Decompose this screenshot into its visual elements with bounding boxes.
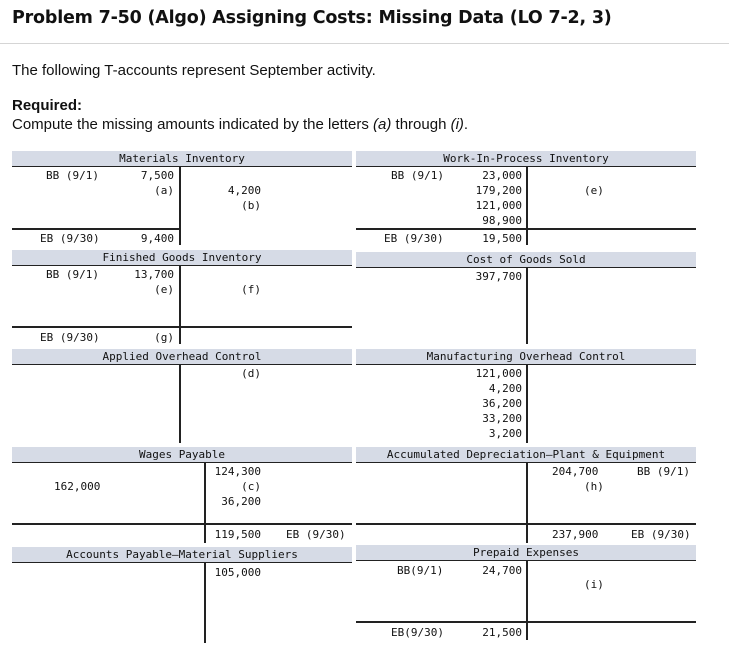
missing-h: (h) (584, 480, 604, 493)
debit-amount: 98,900 (482, 214, 522, 227)
t-account-accounts-payable (12, 547, 352, 643)
debit-amount: 33,200 (482, 412, 522, 425)
debit-amount: 179,200 (475, 184, 522, 197)
missing-g: (g) (154, 331, 174, 344)
problem-title: Problem 7-50 (Algo) Assigning Costs: Missing Data (LO 7-2, 3) (12, 8, 612, 28)
t-account-work-in-process (356, 151, 696, 245)
eb-label: EB (9/30) (631, 528, 691, 541)
missing-f: (f) (241, 283, 261, 296)
required-text: Compute the missing amounts indicated by the letters (a) through (i). (12, 116, 469, 133)
eb-label: EB (9/30) (384, 232, 444, 245)
eb-amount: 21,500 (482, 626, 522, 639)
t-account-applied-overhead (12, 349, 352, 443)
debit-amount: 36,200 (482, 397, 522, 410)
account-title: Work-In-Process Inventory (356, 151, 696, 167)
account-title: Wages Payable (12, 447, 352, 463)
t-account-finished-goods (12, 250, 352, 344)
t-account-manufacturing-overhead (356, 349, 696, 443)
bb-amount: 204,700 (552, 465, 599, 478)
debit-amount: 121,000 (475, 199, 522, 212)
credit-amount: 36,200 (221, 495, 261, 508)
bb-label: BB(9/1) (397, 564, 444, 577)
intro-text: The following T-accounts represent September activity. (12, 62, 376, 79)
credit-amount: 105,000 (214, 566, 261, 579)
eb-amount: 9,400 (140, 232, 174, 245)
account-title: Applied Overhead Control (12, 349, 352, 365)
missing-i: (i) (584, 578, 604, 591)
eb-amount: 237,900 (552, 528, 599, 541)
missing-e: (e) (584, 184, 604, 197)
missing-d: (d) (241, 367, 261, 380)
credit-amount: 124,300 (214, 465, 261, 478)
credit-amount: 4,200 (227, 184, 261, 197)
bb-label: BB (9/1) (391, 169, 444, 182)
t-account-wages-payable (12, 447, 352, 543)
debit-amount: 162,000 (54, 480, 101, 493)
eb-label: EB (9/30) (286, 528, 346, 541)
missing-a: (a) (154, 184, 174, 197)
bb-label: BB (9/1) (637, 465, 690, 478)
t-account-accumulated-depreciation (356, 447, 696, 543)
debit-amount: 23,000 (482, 169, 522, 182)
account-title: Prepaid Expenses (356, 545, 696, 561)
eb-label: EB (9/30) (40, 232, 100, 245)
bb-amount: 24,700 (482, 564, 522, 577)
account-title: Accounts Payable—Material Suppliers (12, 547, 352, 563)
bb-label: BB (9/1) (46, 268, 99, 281)
account-title: Cost of Goods Sold (356, 252, 696, 268)
eb-amount: 119,500 (214, 528, 261, 541)
account-title: Finished Goods Inventory (12, 250, 352, 266)
required-label: Required: (12, 97, 83, 114)
bb-amount: 13,700 (134, 268, 174, 281)
t-account-cost-of-goods-sold (356, 252, 696, 344)
missing-e: (e) (154, 283, 174, 296)
account-title: Manufacturing Overhead Control (356, 349, 696, 365)
bb-label: BB (9/1) (46, 169, 99, 182)
t-account-materials-inventory (12, 151, 352, 245)
account-title: Materials Inventory (12, 151, 352, 167)
debit-amount: 4,200 (488, 382, 522, 395)
debit-amount: 3,200 (488, 427, 522, 440)
title-divider (0, 43, 729, 44)
missing-b: (b) (241, 199, 261, 212)
eb-label: EB (9/30) (40, 331, 100, 344)
debit-amount: 397,700 (475, 270, 522, 283)
eb-amount: 19,500 (482, 232, 522, 245)
eb-label: EB(9/30) (391, 626, 444, 639)
t-account-prepaid-expenses (356, 545, 696, 640)
missing-c: (c) (241, 480, 261, 493)
account-title: Accumulated Depreciation—Plant & Equipment (356, 447, 696, 463)
bb-amount: 7,500 (140, 169, 174, 182)
debit-amount: 121,000 (475, 367, 522, 380)
